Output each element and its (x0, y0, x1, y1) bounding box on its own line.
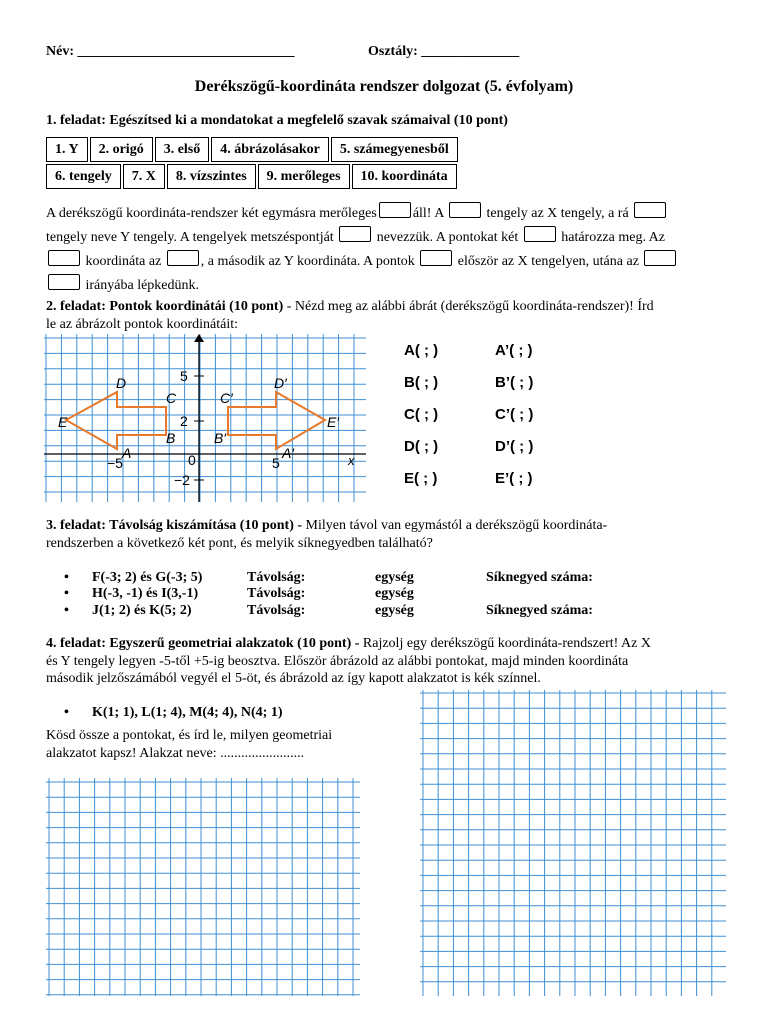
class-field-label: Osztály: ______________ (368, 44, 520, 59)
word-box: 7. X (123, 164, 165, 189)
label-E-prime: E′ (327, 414, 339, 430)
answer-blank[interactable] (644, 250, 676, 266)
task1-fill-text (46, 202, 726, 298)
point-B-field[interactable]: B( ; ) (404, 374, 439, 391)
quadrant-label: Síknegyed száma: (486, 603, 593, 618)
word-box: 3. első (155, 137, 210, 162)
word-box: 4. ábrázolásakor (211, 137, 329, 162)
answer-blank[interactable] (379, 202, 411, 218)
point-E-prime-field[interactable]: E’( ; ) (495, 470, 533, 487)
word-box: 6. tengely (46, 164, 121, 189)
answer-blank[interactable] (634, 202, 666, 218)
pair-label: H(-3, -1) és I(3,-1) (92, 586, 199, 601)
unit-label: egység (375, 570, 414, 585)
task3-heading: 3. feladat: Távolság kiszámítása (10 pont) - (46, 518, 303, 533)
tick-label-y2: 2 (180, 413, 188, 429)
word-box: 5. számegyenesből (331, 137, 458, 162)
task4-heading: 4. feladat: Egyszerű geometriai alakzatok (10 pont) - (46, 636, 360, 651)
bullet-dot: • (64, 705, 69, 720)
fill-text-segment: koordináta az (85, 254, 162, 269)
task4-points: K(1; 1), L(1; 4), M(4; 4), N(4; 1) (92, 705, 283, 720)
fill-text-segment: A derékszögű koordináta-rendszer két egymásra merőleges (46, 206, 377, 221)
label-A: A (122, 445, 132, 461)
unit-label: egység (375, 603, 414, 618)
task3-text-2: rendszerben a következő két pont, és melyik síknegyedben található? (46, 536, 433, 551)
tick-label-y-2: −2 (174, 472, 190, 488)
tick-label-x-5: −5 (107, 455, 123, 471)
point-C-prime-field[interactable]: C’( ; ) (495, 406, 534, 423)
word-box: 9. merőleges (258, 164, 350, 189)
arrow-shape-left (66, 392, 166, 449)
fill-text-segment: nevezzük. A pontokat két (376, 230, 519, 245)
label-C-prime: C′ (220, 390, 233, 406)
fill-text-segment: tengely az X tengely, a rá (486, 206, 629, 221)
task3-intro (46, 518, 607, 534)
tick-label-y5: 5 (180, 368, 188, 384)
fill-text-segment: először az X tengelyen, utána az (457, 254, 639, 269)
fill-text-segment: , a második az Y koordináta. A pontok (200, 254, 415, 269)
label-D: D (116, 375, 127, 391)
task2-text: - Nézd meg az alábbi ábrát (derékszögű koordináta-rendszer)! Írd (283, 299, 654, 314)
task4-instruction-1: Kösd össze a pontokat, és írd le, milyen geometriai (46, 728, 333, 743)
task4-text-3: második jelzőszámából vegyél el 5-öt, és ábrázold az így kapott alakzatot is kék színnel. (46, 671, 541, 686)
task4-text: Rajzolj egy derékszögű koordináta-rendszert! Az X (359, 636, 651, 651)
point-C-field[interactable]: C( ; ) (404, 406, 439, 423)
point-A-field[interactable]: A( ; ) (404, 342, 439, 359)
label-B: B (166, 430, 176, 446)
tick-label-origin: 0 (188, 452, 196, 468)
name-field-label: Név: _______________________________ (46, 44, 295, 59)
label-C: C (166, 390, 177, 406)
word-bank-row-2 (46, 164, 459, 189)
point-D-field[interactable]: D( ; ) (404, 438, 439, 455)
label-D-prime: D′ (274, 375, 287, 391)
pair-label: F(-3; 2) és G(-3; 5) (92, 570, 203, 585)
bullet-dot: • (64, 586, 69, 601)
answer-blank[interactable] (420, 250, 452, 266)
quadrant-label: Síknegyed száma: (486, 570, 593, 585)
task3-text: Milyen távol van egymástól a derékszögű koordináta- (302, 518, 608, 533)
task4-instruction-2: alakzatot kapsz! Alakzat neve: ........................ (46, 746, 305, 761)
task2-text-2: le az ábrázolt pontok koordinátáit: (46, 317, 239, 332)
task4-text-2: és Y tengely legyen -5-től +5-ig beosztva. Először ábrázold az alábbi pontokat, majd minden koordináta (46, 654, 629, 669)
answer-blank[interactable] (339, 226, 371, 242)
word-box: 8. vízszintes (167, 164, 256, 189)
point-A-prime-field[interactable]: A’( ; ) (495, 342, 533, 359)
answer-blank[interactable] (167, 250, 199, 266)
coordinate-graph (44, 334, 366, 502)
pair-label: J(1; 2) és K(5; 2) (92, 603, 192, 618)
point-E-field[interactable]: E( ; ) (404, 470, 438, 487)
answer-blank[interactable] (48, 250, 80, 266)
label-B-prime: B′ (214, 430, 226, 446)
task4-intro (46, 636, 651, 652)
drawing-grid-left[interactable] (46, 778, 360, 996)
point-D-prime-field[interactable]: D’( ; ) (495, 438, 534, 455)
word-box: 2. origó (90, 137, 153, 162)
fill-text-segment: tengely neve Y tengely. A tengelyek metszéspontját (46, 230, 334, 245)
fill-text-segment: határozza meg. Az (561, 230, 666, 245)
word-box: 10. koordináta (352, 164, 457, 189)
label-x-axis: x (348, 453, 355, 468)
distance-label: Távolság: (247, 586, 306, 601)
word-bank-row-1 (46, 137, 460, 162)
label-E: E (58, 414, 68, 430)
bullet-dot: • (64, 570, 69, 585)
point-B-prime-field[interactable]: B’( ; ) (495, 374, 534, 391)
drawing-grid-right[interactable] (420, 690, 726, 996)
page-title: Derékszögű-koordináta rendszer dolgozat (5. évfolyam) (194, 78, 574, 95)
task2-intro (46, 299, 654, 315)
task1-heading: 1. feladat: Egészítsed ki a mondatokat a megfelelő szavak számaival (10 pont) (46, 113, 508, 128)
bullet-dot: • (64, 603, 69, 618)
distance-label: Távolság: (247, 570, 306, 585)
distance-label: Távolság: (247, 603, 306, 618)
answer-blank[interactable] (48, 274, 80, 290)
answer-blank[interactable] (449, 202, 481, 218)
answer-blank[interactable] (524, 226, 556, 242)
fill-text-segment: áll! A (412, 206, 444, 221)
task2-heading: 2. feladat: Pontok koordinátái (10 pont) (46, 299, 284, 314)
tick-label-x5: 5 (272, 455, 280, 471)
word-box: 1. Y (46, 137, 88, 162)
unit-label: egység (375, 586, 414, 601)
label-A-prime: A′ (282, 445, 294, 461)
fill-text-segment: irányába lépkedünk. (85, 278, 200, 293)
